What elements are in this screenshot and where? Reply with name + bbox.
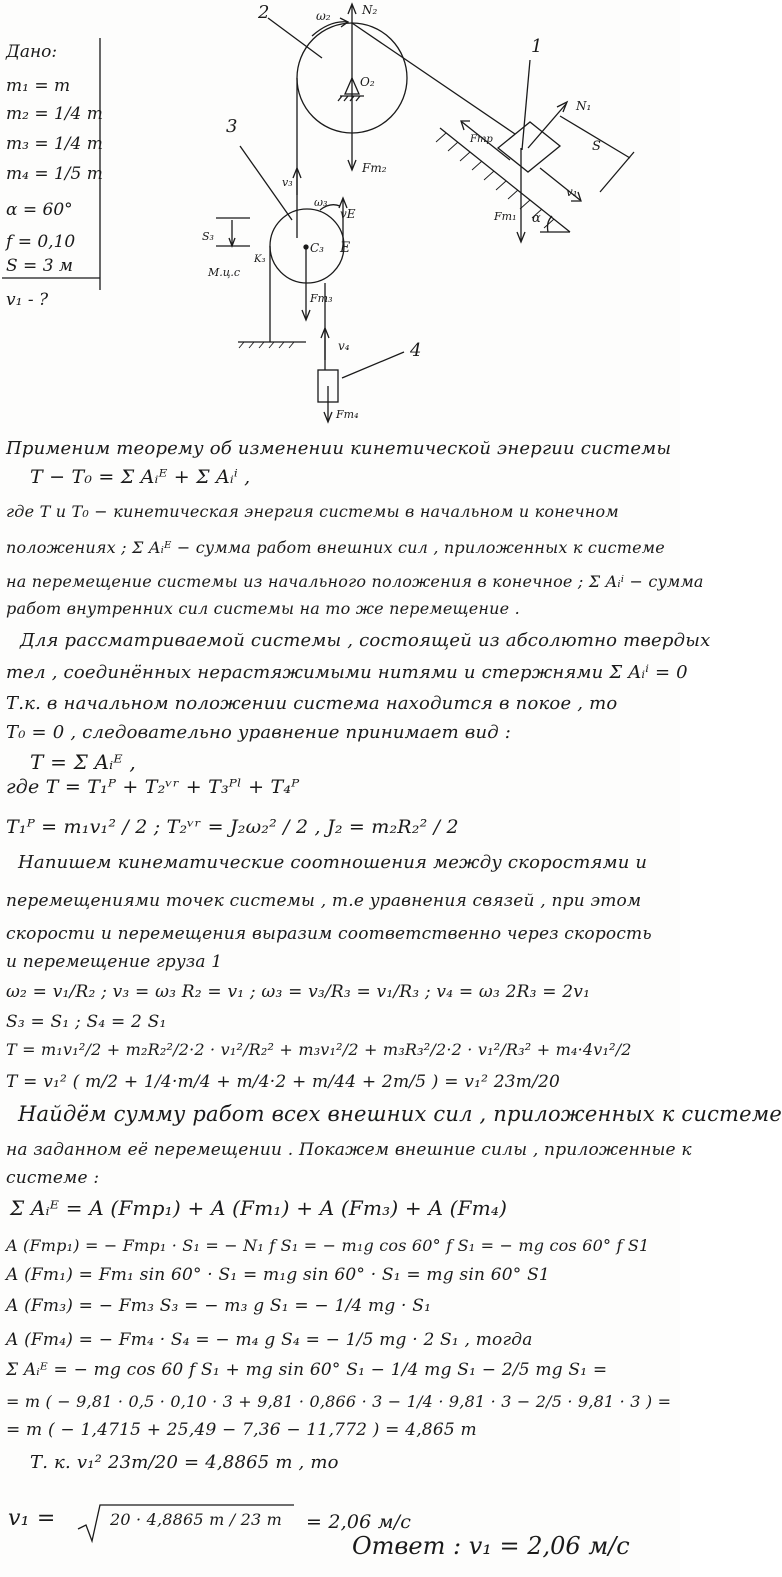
solution-line-33: Т. к. v₁² 23m/20 = 4,8865 m , то — [30, 1452, 339, 1473]
label-mcs: М.ц.с — [208, 266, 241, 279]
given-s: S = 3 м — [6, 256, 74, 276]
given-alpha: α = 60° — [6, 200, 73, 220]
solution-line-32: = m ( − 1,4715 + 25,49 − 7,36 − 11,772 ) = 4,865 m — [6, 1420, 477, 1440]
solution-line-8: тел , соединённых нерастяжимыми нитями и стержнями Σ Aᵢⁱ = 0 — [6, 662, 688, 683]
solution-line-14: Напишем кинематические соотношения между скоростями и — [18, 852, 648, 873]
solution-line-29: A (Fт₄) = − Fт₄ · S₄ = − m₄ g S₄ = − 1/5 mg · 2 S₁ , тогда — [6, 1330, 533, 1350]
mechanism-diagram — [0, 0, 680, 440]
given-m2: m₂ = 1/4 m — [6, 104, 103, 124]
solution-line-22: Найдём сумму работ всех внешних сил , приложенных к системе — [18, 1102, 782, 1126]
solution-line-18: ω₂ = v₁/R₂ ; v₃ = ω₃ R₂ = v₁ ; ω₃ = v₃/R₃ = v₁/R₃ ; v₄ = ω₃ 2R₃ = 2v₁ — [6, 982, 591, 1002]
label-n2: N₂ — [362, 3, 378, 17]
label-v4: v₄ — [338, 339, 350, 353]
solution-line-25: Σ Aᵢᴱ = A (Fтр₁) + A (Fт₁) + A (Fт₃) + A (Fт₄) — [10, 1196, 508, 1220]
solution-line-24: системе : — [6, 1168, 100, 1188]
solution-line-7: Для рассматриваемой системы , состоящей из абсолютно твердых — [20, 630, 711, 651]
solution-v1-lhs: v₁ = — [8, 1506, 56, 1531]
solution-line-31: = m ( − 9,81 · 0,5 · 0,10 · 3 + 9,81 · 0,866 · 3 − 1/4 · 9,81 · 3 − 2/5 · 9,81 · 3 ) = — [6, 1392, 672, 1411]
solution-line-13: T₁ᴾ = m₁v₁² / 2 ; T₂ᵛʳ = J₂ω₂² / 2 , J₂ = m₂R₂² / 2 — [6, 816, 459, 838]
label-alpha: α — [532, 211, 541, 226]
given-find: v₁ - ? — [6, 290, 49, 310]
solution-line-11: T = Σ Aᵢᴱ , — [30, 750, 136, 774]
label-ve: vE — [340, 207, 356, 221]
solution-line-19: S₃ = S₁ ; S₄ = 2 S₁ — [6, 1012, 167, 1032]
label-4: 4 — [410, 340, 422, 361]
solution-line-28: A (Fт₃) = − Fт₃ S₃ = − m₃ g S₁ = − 1/4 mg · S₁ — [6, 1296, 432, 1316]
label-2: 2 — [258, 2, 270, 23]
n1-arrow — [528, 104, 566, 148]
solution-line-27: A (Fт₁) = Fт₁ sin 60° · S₁ = m₁g sin 60° · S₁ = mg sin 60° S1 — [6, 1265, 550, 1285]
label-n1: N₁ — [576, 99, 592, 113]
given-m1: m₁ = m — [6, 76, 71, 96]
label-o2: O₂ — [360, 75, 375, 89]
solution-line-16: скорости и перемещения выразим соответственно через скорость — [6, 924, 652, 944]
answer-line: Ответ : v₁ = 2,06 м/с — [352, 1532, 630, 1560]
solution-line-10: T₀ = 0 , следовательно уравнение принимает вид : — [6, 722, 512, 743]
label-v1: v₁ — [566, 185, 578, 199]
solution-line-3: где T и T₀ − кинетическая энергия системы в начальном и конечном — [6, 502, 619, 521]
solution-v1-rhs: = 2,06 м/с — [306, 1511, 412, 1533]
label-1: 1 — [531, 36, 543, 57]
solution-line-15: перемещениями точек системы , т.е уравнения связей , при этом — [6, 891, 642, 911]
given-f: f = 0,10 — [6, 232, 76, 252]
label-ftr: Fтр — [470, 134, 493, 145]
label-w3: ω₃ — [314, 196, 328, 209]
label-s: S — [592, 139, 601, 154]
label-w2: ω₂ — [316, 9, 331, 23]
label-v3: v₃ — [282, 176, 293, 189]
given-m3: m₃ = 1/4 m — [6, 134, 103, 154]
solution-line-1: Применим теорему об изменении кинетической энергии системы — [6, 438, 672, 459]
given-m4: m₄ = 1/5 m — [6, 164, 103, 184]
given-title: Дано: — [6, 42, 58, 62]
solution-line-20: T = m₁v₁²/2 + m₂R₂²/2·2 · v₁²/R₂² + m₃v₁²/2 + m₃R₃²/2·2 · v₁²/R₃² + m₄·4v₁²/2 — [6, 1040, 632, 1059]
label-e: E — [340, 240, 351, 256]
solution-line-5: на перемещение системы из начального положения в конечное ; Σ Aᵢⁱ − сумма — [6, 572, 704, 591]
solution-line-2: T − T₀ = Σ Aᵢᴱ + Σ Aᵢⁱ , — [30, 466, 251, 488]
solution-line-12: где T = T₁ᴾ + T₂ᵛʳ + T₃ᴾˡ + T₄ᴾ — [6, 776, 300, 798]
solution-line-26: A (Fтр₁) = − Fтр₁ · S₁ = − N₁ f S₁ = − m₁g cos 60° f S₁ = − mg cos 60° f S1 — [6, 1236, 650, 1255]
solution-line-23: на заданном её перемещении . Покажем внешние силы , приложенные к — [6, 1140, 692, 1160]
label-s3: S₃ — [202, 230, 214, 243]
label-ft4: Fт₄ — [336, 408, 359, 421]
rope-2-1 — [352, 23, 515, 134]
label-3: 3 — [226, 116, 238, 137]
solution-line-6: работ внутренних сил системы на то же перемещение . — [6, 599, 520, 618]
solution-line-9: Т.к. в начальном положении система находится в покое , то — [6, 693, 618, 714]
label-c3: C₃ — [310, 241, 324, 255]
label-ft3: Fт₃ — [310, 292, 333, 305]
label-ft2: Fт₂ — [362, 161, 387, 175]
label-ft1: Fт₁ — [494, 210, 517, 223]
label-k3: K₃ — [254, 254, 266, 265]
solution-line-17: и перемещение груза 1 — [6, 952, 223, 972]
alpha-arc — [548, 216, 553, 232]
solution-line-30: Σ Aᵢᴱ = − mg cos 60 f S₁ + mg sin 60° S₁ − 1/4 mg S₁ − 2/5 mg S₁ = — [6, 1360, 608, 1380]
solution-line-21: T = v₁² ( m/2 + 1/4·m/4 + m/4·2 + m/44 + 2m/5 ) = v₁² 23m/20 — [6, 1072, 561, 1092]
solution-line-4: положениях ; Σ Aᵢᴱ − сумма работ внешних сил , приложенных к системе — [6, 538, 665, 557]
solution-v1-radicand: 20 · 4,8865 m / 23 m — [110, 1510, 283, 1529]
